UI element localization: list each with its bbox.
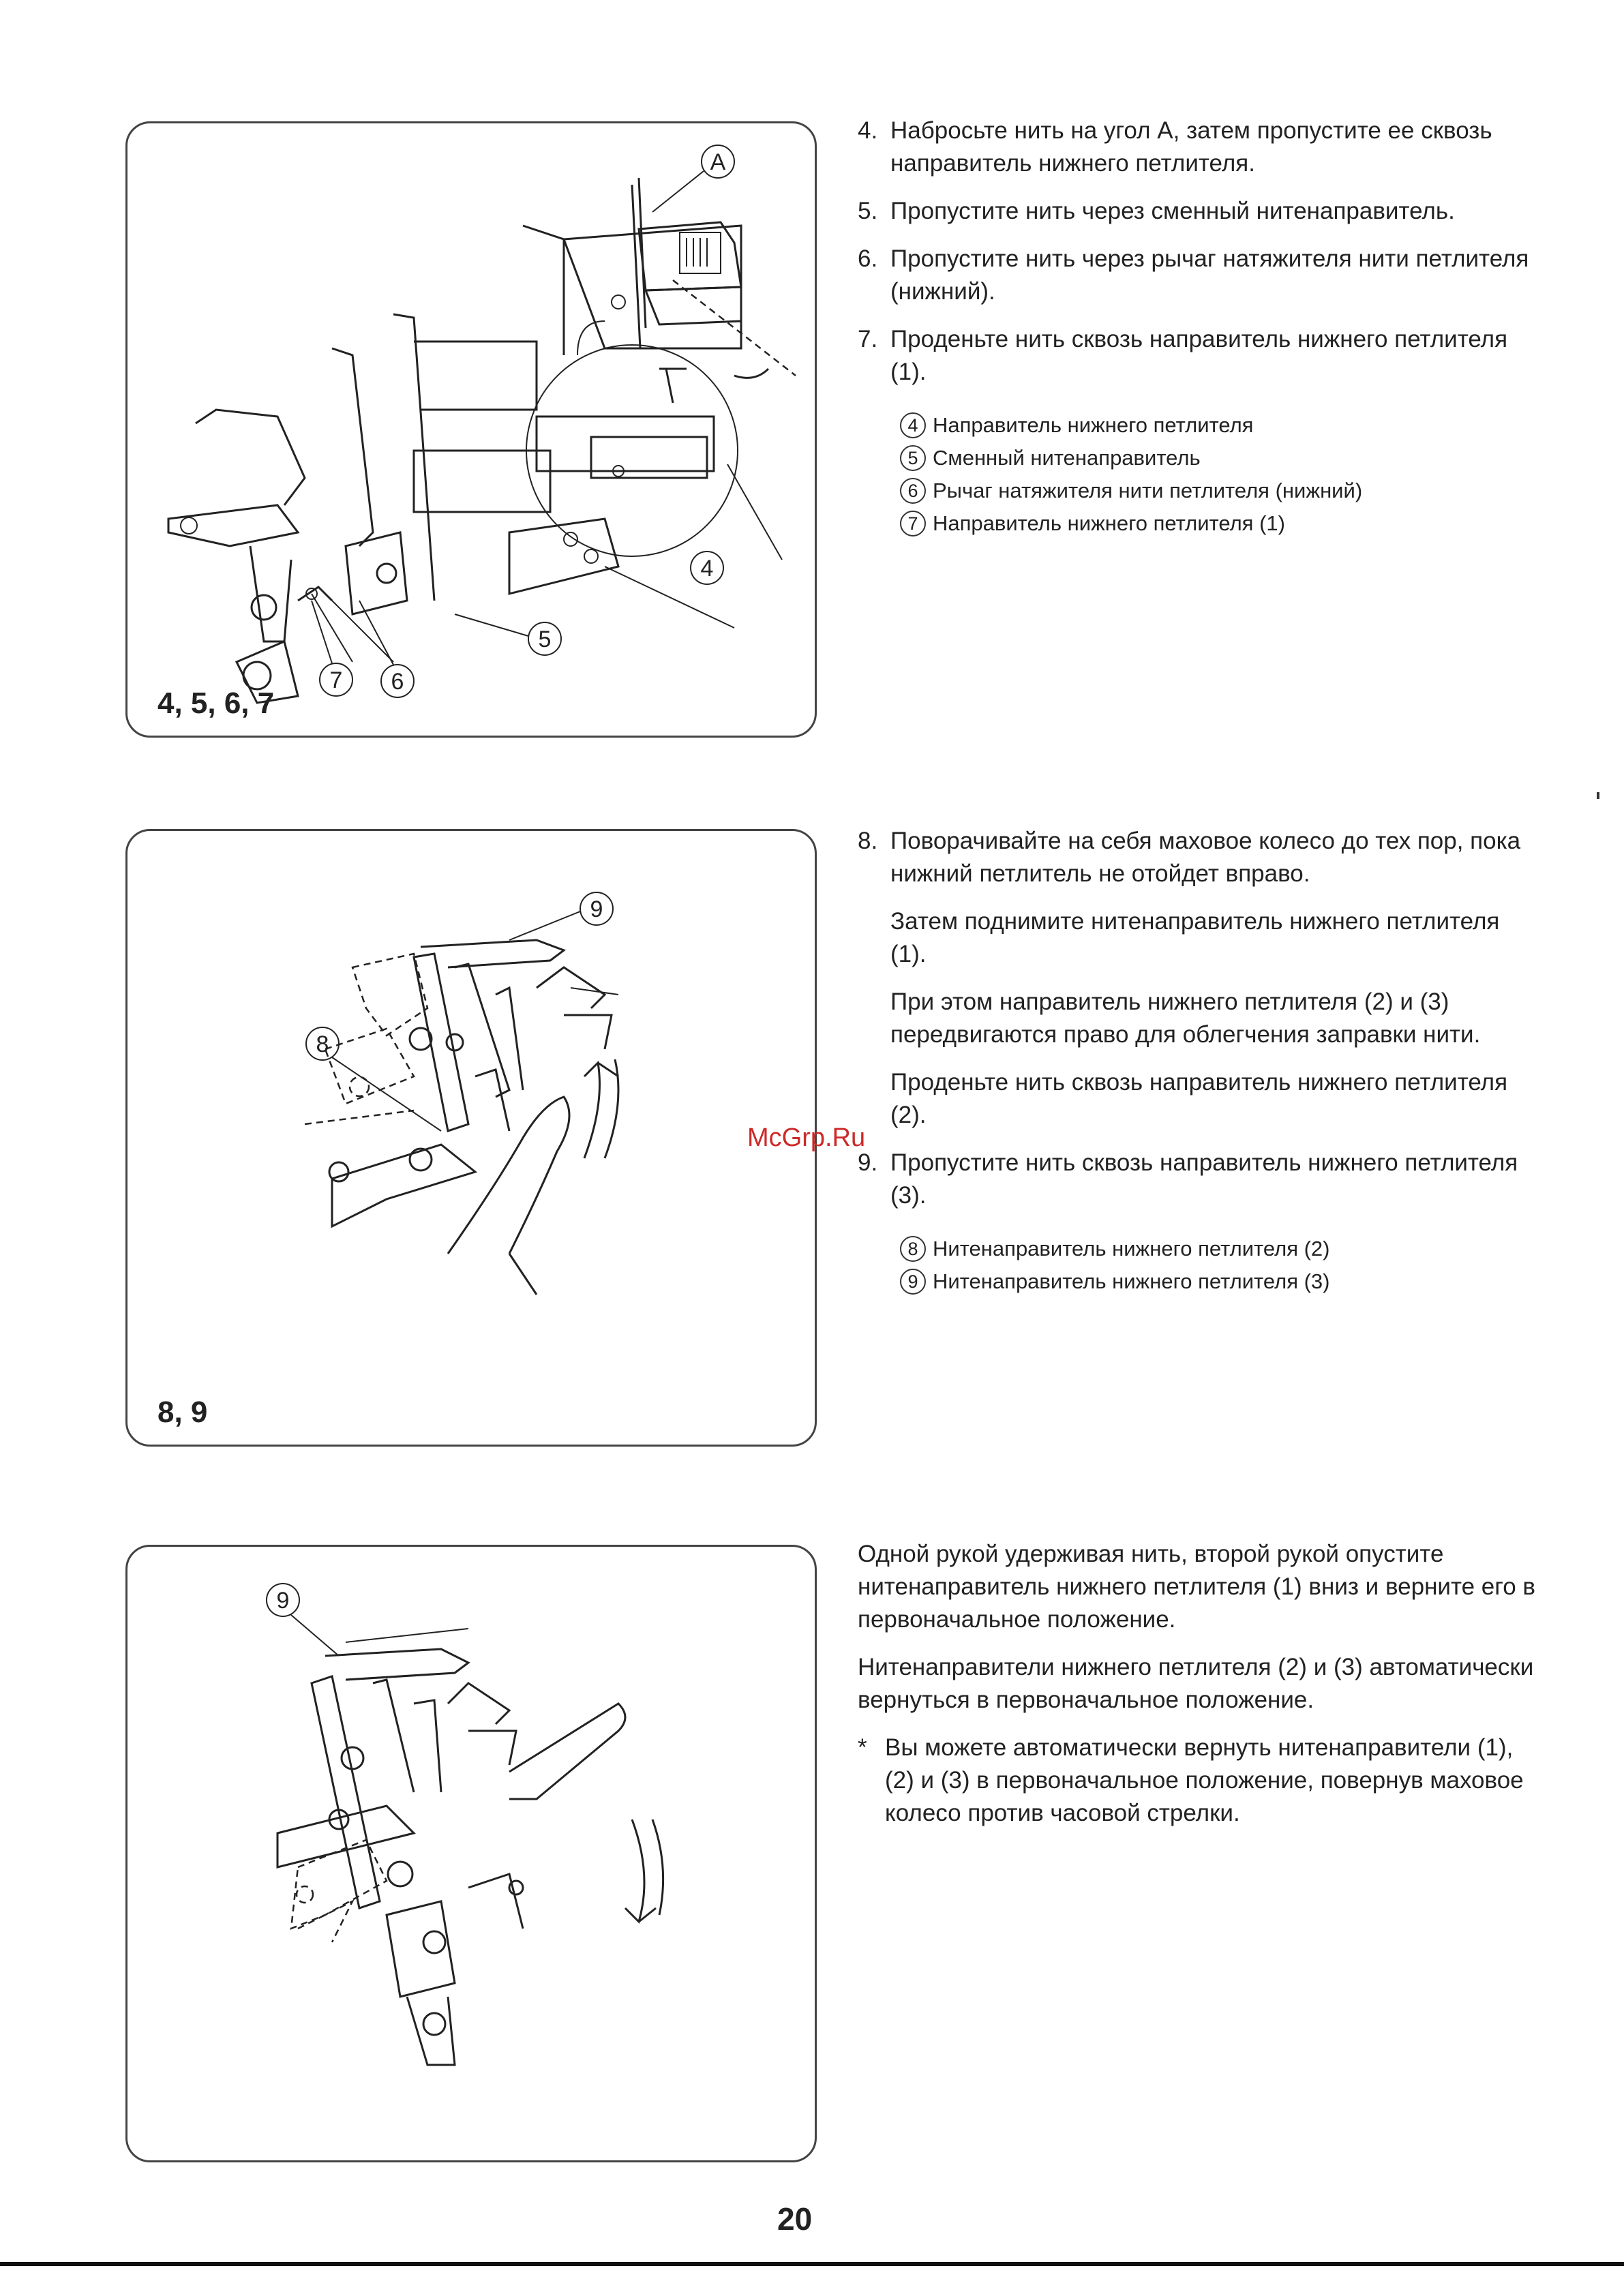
paragraph: Затем поднимите нитенаправитель нижнего петлителя (1). xyxy=(890,908,1500,967)
step-text: Пропустите нить через сменный нитенаправитель. xyxy=(890,198,1455,224)
bottom-rule xyxy=(0,2262,1624,2266)
step-number: 7. xyxy=(858,326,878,352)
step-text: Поворачивайте на себя маховое колесо до тех пор, пока нижний петлитель не отойдет вправо. xyxy=(890,828,1521,887)
legend-number: 8 xyxy=(900,1236,926,1262)
legend-number: 9 xyxy=(900,1269,926,1295)
overlocker-threading-diagram xyxy=(127,123,819,740)
callout-a: A xyxy=(710,149,726,175)
looper-guide-raise-diagram xyxy=(127,831,819,1449)
legend-number: 6 xyxy=(900,478,926,504)
step-4 xyxy=(858,115,1539,180)
panel-label: 8, 9 xyxy=(157,1395,208,1429)
legend-item xyxy=(858,1233,1539,1265)
legend-item xyxy=(858,1265,1539,1298)
callout-6: 6 xyxy=(391,669,404,695)
step-number: 5. xyxy=(858,198,878,224)
paragraph: Проденьте нить сквозь направитель нижнего петлителя (2). xyxy=(890,1069,1508,1128)
illustration-panel-2 xyxy=(125,829,817,1447)
callout-5: 5 xyxy=(538,626,552,652)
note-marker: * xyxy=(858,1734,867,1761)
illustration-panel-1 xyxy=(125,121,817,738)
legend-number: 7 xyxy=(900,511,926,537)
legend-item xyxy=(858,409,1539,442)
step-5 xyxy=(858,195,1539,228)
instructions-section-2 xyxy=(858,825,1539,1298)
step-number: 8. xyxy=(858,828,878,854)
step-text: Пропустите нить сквозь направитель нижнего петлителя (3). xyxy=(890,1149,1518,1209)
step-9 xyxy=(858,1147,1539,1212)
paragraph: При этом направитель нижнего петлителя (2) и (3) передвигаются право для облегчения заправки нити. xyxy=(890,988,1481,1048)
step-text: Проденьте нить сквозь направитель нижнего петлителя (1). xyxy=(890,326,1508,385)
legend-text: Направитель нижнего петлителя (1) xyxy=(933,511,1285,535)
legend-number: 4 xyxy=(900,412,926,438)
step-8 xyxy=(858,825,1539,890)
step-number: 4. xyxy=(858,117,878,144)
panel-label: 4, 5, 6, 7 xyxy=(157,686,275,720)
callout-8: 8 xyxy=(316,1031,329,1057)
note-text: Вы можете автоматически вернуть нитенаправители (1), (2) и (3) в первоначальное положение, повернув маховое колесо против часовой стрелки. xyxy=(885,1734,1524,1826)
callout-9: 9 xyxy=(590,896,603,922)
step-text: Пропустите нить через рычаг натяжителя нити петлителя (нижний). xyxy=(890,245,1529,305)
step-number: 9. xyxy=(858,1149,878,1176)
legend-text: Направитель нижнего петлителя xyxy=(933,413,1254,437)
step-7 xyxy=(858,323,1539,389)
legend-item xyxy=(858,507,1539,540)
looper-guide-return-diagram xyxy=(127,1547,819,2164)
legend-text: Нитенаправитель нижнего петлителя (3) xyxy=(933,1269,1330,1293)
margin-mark xyxy=(1597,792,1599,799)
callout-4: 4 xyxy=(700,556,714,581)
paragraph: Нитенаправители нижнего петлителя (2) и (3) автоматически вернуться в первоначальное положение. xyxy=(858,1654,1534,1713)
step-text: Набросьте нить на угол A, затем пропустите ее сквозь направитель нижнего петлителя. xyxy=(890,117,1492,177)
step-number: 6. xyxy=(858,245,878,272)
paragraph: Одной рукой удерживая нить, второй рукой опустите нитенаправитель нижнего петлителя (1) вниз и верните его в первоначальное положение. xyxy=(858,1541,1536,1633)
legend-item xyxy=(858,442,1539,474)
callout-7: 7 xyxy=(329,667,343,693)
watermark: McGrp.Ru xyxy=(747,1123,866,1152)
legend-text: Рычаг натяжителя нити петлителя (нижний) xyxy=(933,479,1363,502)
page-number: 20 xyxy=(777,2201,813,2237)
legend-1 xyxy=(858,409,1539,540)
legend-number: 5 xyxy=(900,445,926,471)
note xyxy=(858,1732,1539,1830)
legend-text: Сменный нитенаправитель xyxy=(933,446,1201,470)
callout-9: 9 xyxy=(276,1588,290,1614)
legend-text: Нитенаправитель нижнего петлителя (2) xyxy=(933,1237,1330,1260)
illustration-panel-3 xyxy=(125,1545,817,2162)
legend-item xyxy=(858,474,1539,507)
step-6 xyxy=(858,243,1539,308)
instructions-section-3 xyxy=(858,1538,1539,1830)
legend-2 xyxy=(858,1233,1539,1298)
instructions-section-1 xyxy=(858,115,1539,540)
